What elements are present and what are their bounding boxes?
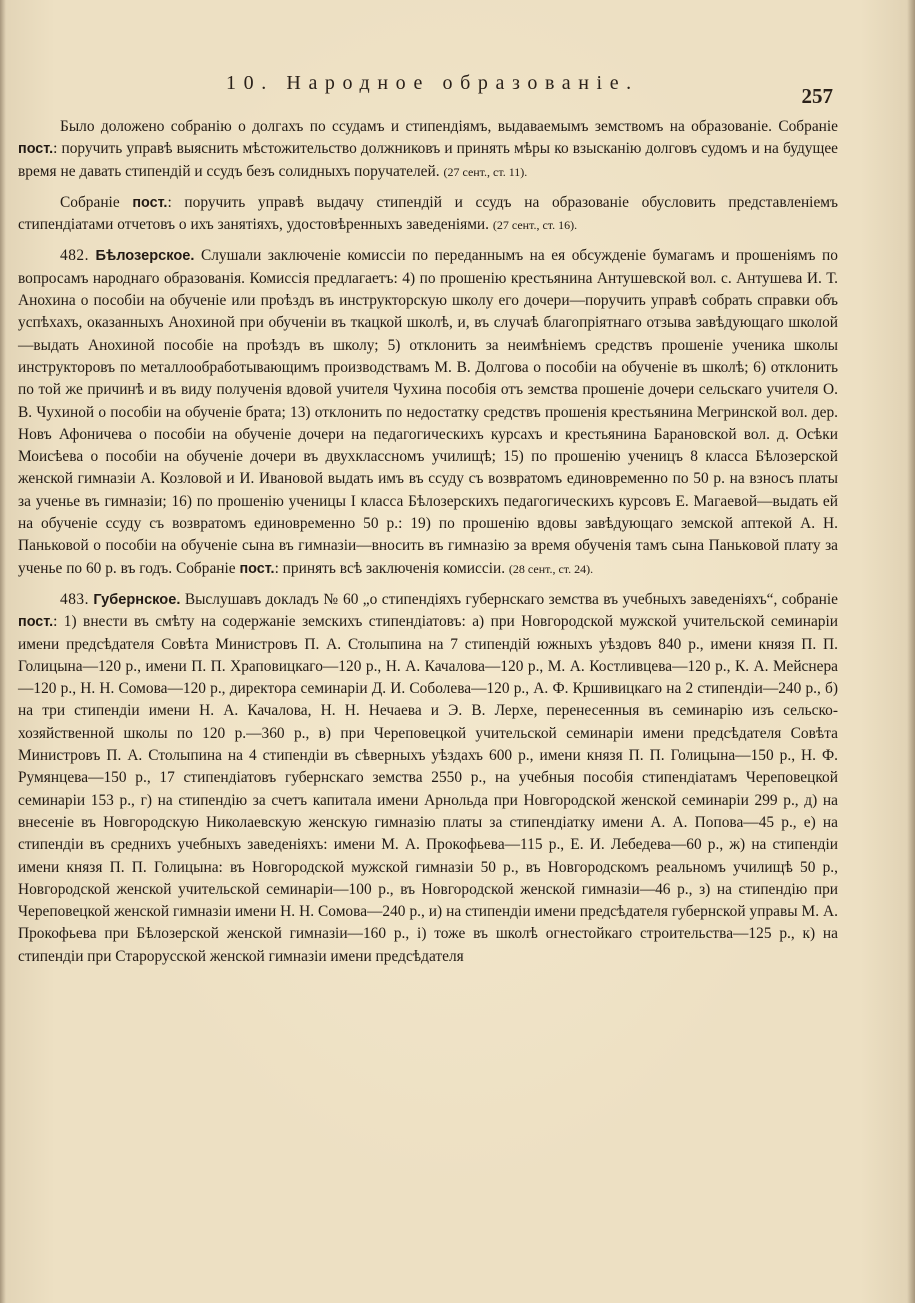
paragraph-text: : поручить управѣ выдачу стипендій и ссудъ на образованіе обусловить представленіемъ стипендіатами отчетовъ о ихъ занятіяхъ, удостовѣренныхъ заведеніями. xyxy=(18,193,838,234)
paragraph-loans-report xyxy=(18,116,838,183)
page-header xyxy=(0,72,915,106)
page-number: 257 xyxy=(801,84,833,108)
running-head: 10. Народное образованіе. xyxy=(226,72,639,94)
page-edge-shadow-left xyxy=(0,0,6,1303)
paragraph-text: : поручить управѣ выяснить мѣстожительство должниковъ и принять мѣры ко взысканію долговъ судомъ и на будущее время не давать стипендій и ссудъ безъ солидныхъ поручателей. xyxy=(18,140,838,180)
resolution-keyword: пост. xyxy=(18,141,54,158)
resolution-keyword: пост. xyxy=(239,560,275,577)
paragraph-stipend-reports xyxy=(18,192,838,237)
paragraph-text: : принять всѣ заключенія комиссіи. xyxy=(274,559,506,577)
item-number: 483. xyxy=(60,590,89,608)
paragraph-text: : 1) внести въ смѣту на содержаніе земскихъ стипендіатовъ: а) при Новгородской мужской учительской семинаріи имени предсѣдателя Совѣта Министровъ П. А. Столыпина на 7 стипендій южныхъ уѣздовъ 840 р., имени князя П. П. Голицына—120 р., имени П. П. Храповицкаго—120 р., Н. А. Качалова—120 р., М. А. Костливцева—120 р., К. А. Мейснера—120 р., Н. Н. Сомова—120 р., директора семинаріи Д. И. Соболева—120 р., А. Ф. Кршивицкаго на 2 стипендіи—240 р., б) на три стипендіи имени Н. А. Качалова, Н. Н. Нечаева и Э. В. Лерхе, перенесенныя въ семинарію изъ сельско-хозяйственной школы по 120 р.—360 р., в) при Череповецкой учительской семинаріи имени предсѣдателя Совѣта Министровъ П. А. Столыпина на 4 стипендіи въ сѣверныхъ уѣздахъ 600 р., имени князя П. П. Голицына—150 р., Н. Ф. Румянцева—150 р., 17 стипендіатовъ губернскаго земства 2550 р., на учебныя пособія стипендіатамъ Череповецкой семинаріи 153 р., г) на стипендію за счетъ капитала имени Арнольда при Новгородской женской семинаріи 299 р., д) на внесеніе въ Новгородскую Николаевскую женскую гимназію платы за стипендіатку имени А. А. Попова—45 р., е) на стипендіи въ среднихъ учебныхъ заведеніяхъ: имени М. А. Прокофьева—115 р., Е. И. Лебедева—60 р., ж) на стипендіи имени князя П. П. Голицына: въ Новгородской мужской гимназіи 50 р., въ Новгородскомъ реальномъ училищѣ 50 р., Новгородской женской учительской семинаріи—100 р., въ Новгородской женской гимназіи—46 р., з) на стипендію при Череповецкой женской гимназіи имени Н. Н. Сомова—240 р., и) на стипендіи имени предсѣдателя губернской управы М. А. Прокофьева при Бѣлозерской женской гимназіи—160 р., і) тоже въ школѣ огнестойкаго строительства—125 р., к) на стипендіи при Старорусской женской гимназіи имени предсѣдателя xyxy=(18,613,838,965)
source-reference: (27 сент., ст. 16). xyxy=(492,218,578,233)
resolution-keyword: пост. xyxy=(18,614,54,631)
source-reference: (28 сент., ст. 24). xyxy=(508,561,594,576)
source-reference: (27 сент., ст. 11). xyxy=(443,164,528,179)
paragraph-text: Было доложено собранію о долгахъ по ссудамъ и стипендіямъ, выдаваемымъ земствомъ на образованіе. Собраніе xyxy=(60,118,838,135)
paragraph-text: Собраніе xyxy=(60,193,133,211)
resolution-keyword: пост. xyxy=(132,194,168,211)
page-edge-shadow-right xyxy=(907,0,915,1303)
paragraph-483 xyxy=(18,589,838,968)
item-number: 482. xyxy=(60,247,89,265)
paragraph-482 xyxy=(18,245,838,579)
zemstvo-name: Бѣлозерское. xyxy=(95,248,195,265)
paragraph-text: Выслушавъ докладъ № 60 „о стипендіяхъ губернскаго земства въ учебныхъ заведеніяхъ“, собраніе xyxy=(184,590,838,608)
paragraph-text: Слушали заключеніе комиссіи по переданнымъ на ея обсужденіе бумагамъ и прошеніямъ по вопросамъ народнаго образованія. Комиссія предлагаетъ: 4) по прошенію крестьянина Антушевской вол. с. Антушева И. Т. Анохина о пособіи на обученіе или проѣздъ въ инструкторскую школу его дочери—поручить управѣ собрать справки объ успѣхахъ, оказанныхъ Анохиной при обученіи въ ткацкой школѣ, и, въ случаѣ благопріятнаго отзыва завѣдующаго школой—выдать Анохиной пособіе на проѣздъ въ школу; 5) отклонить за неимѣніемъ средствъ прошеніе ученика школы инструкторовъ по металлообработывающимъ производствамъ М. В. Долгова о пособіи на обученіе въ школѣ; 6) отклонить по той же причинѣ и въ виду полученія вдовой учителя Чухина пособія отъ земства прошеніе дочери сельскаго учителя О. В. Чухиной о пособіи на обученіе брата; 13) отклонить по недостатку средствъ прошенія крестьянина Мегринской вол. дер. Новъ Афоничева о пособіи на обученіе дочери на педагогическихъ курсахъ и крестьянина Барановской вол. д. Осѣки Моисѣева о пособіи на обученіе дочери въ двухклассномъ училищѣ; 15) по прошенію ученицъ 8 класса Бѣлозерской женской гимназіи А. Козловой и И. Ивановой выдать имъ въ ссуду съ возвратомъ единовременно по 50 р. на взносъ платы за ученье въ гимназіи; 16) по прошенію ученицы I класса Бѣлозерскихъ педагогическихъ курсовъ Е. Магаевой—выдать ей на обученіе ссуду съ возвратомъ единовременно 50 р.: 19) по прошенію вдовы завѣдующаго земской аптекой А. Н. Паньковой о пособіи на обученіе сына въ гимназіи—вносить въ гимназію за время обученія тамъ сына Паньковой плату за ученье по 60 р. въ годъ. Собраніе xyxy=(18,247,838,577)
zemstvo-name: Губернское. xyxy=(93,591,181,608)
page-body xyxy=(18,116,838,977)
